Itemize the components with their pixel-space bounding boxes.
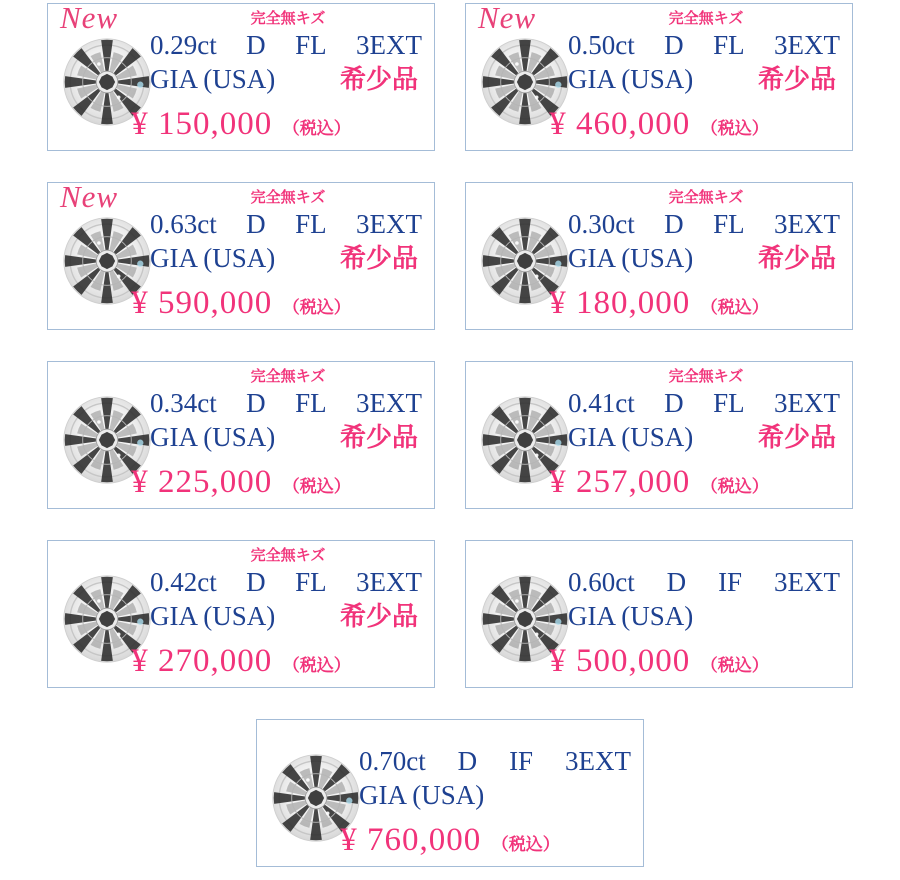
cert-line [150,241,426,275]
color-grade: D [457,746,478,776]
certificate-label: GIA (USA) [568,422,694,452]
cert-line [568,241,844,275]
certificate-label: GIA (USA) [150,601,276,631]
rare-badge: 希少品 [339,243,418,273]
certificate-label: GIA (USA) [150,422,276,452]
clarity-grade: FL [713,30,745,60]
tax-note: （税込） [282,298,351,317]
product-info [150,4,426,96]
cert-line [359,778,635,812]
tax-note: （税込） [700,298,769,317]
new-badge: New [60,179,119,214]
carat-value: 0.63ct [150,209,217,239]
product-info [150,362,426,454]
product-row [0,179,900,330]
new-badge: New [60,0,119,35]
price-value: ¥ 150,000 [131,106,273,142]
rare-badge: 希少品 [757,64,836,94]
cert-line [568,62,844,96]
tax-note: （税込） [282,656,351,675]
certificate-label: GIA (USA) [568,243,694,273]
color-grade: D [664,388,684,418]
price-line [48,285,434,322]
price-line [466,285,852,322]
clarity-grade: IF [718,567,743,597]
flawless-badge: 完全無キズ [668,10,744,27]
price-value: ¥ 225,000 [131,464,273,500]
color-grade: D [246,567,266,597]
product-card[interactable] [47,179,435,330]
color-grade: D [664,30,684,60]
cut-grade: 3EXT [773,567,840,597]
product-card[interactable] [47,540,435,688]
rare-badge: 希少品 [339,64,418,94]
rare-badge: 希少品 [339,422,418,452]
color-grade: D [246,209,266,239]
spec-line [568,208,844,241]
cert-line [150,599,426,633]
carat-value: 0.34ct [150,388,217,418]
product-info [568,4,844,96]
cut-grade: 3EXT [355,567,422,597]
certificate-label: GIA (USA) [359,780,485,810]
product-info [568,183,844,275]
clarity-grade: FL [295,209,327,239]
carat-value: 0.60ct [568,567,635,597]
product-info [150,541,426,633]
flawless-badge: 完全無キズ [250,368,326,385]
product-card[interactable] [465,182,853,330]
carat-value: 0.42ct [150,567,217,597]
rare-badge: 希少品 [339,601,418,631]
flawless-badge: 完全無キズ [668,189,744,206]
cut-grade: 3EXT [355,209,422,239]
tax-note: （税込） [282,119,351,138]
price-line [466,464,852,501]
price-line [48,106,434,143]
spec-line [359,745,635,778]
rare-badge: 希少品 [757,243,836,273]
cert-line [150,62,426,96]
cert-line [150,420,426,454]
product-card[interactable] [465,540,853,688]
product-row [0,0,900,151]
product-row [0,540,900,688]
spec-line [568,29,844,62]
price-value: ¥ 257,000 [549,464,691,500]
tax-note: （税込） [491,835,560,854]
color-grade: D [246,30,266,60]
carat-value: 0.70ct [359,746,426,776]
price-value: ¥ 270,000 [131,643,273,679]
tax-note: （税込） [700,477,769,496]
tax-note: （税込） [700,656,769,675]
tax-note: （税込） [700,119,769,138]
price-line [48,464,434,501]
price-line [466,106,852,143]
spec-line [150,566,426,599]
price-line [48,643,434,680]
cut-grade: 3EXT [773,388,840,418]
spec-line [150,387,426,420]
rare-badge: 希少品 [757,422,836,452]
flawless-badge: 完全無キズ [668,368,744,385]
color-grade: D [246,388,266,418]
cert-line [568,420,844,454]
cert-line [568,599,844,633]
color-grade: D [664,209,684,239]
clarity-grade: FL [713,388,745,418]
flawless-badge [568,545,844,566]
spec-line [150,29,426,62]
price-value: ¥ 760,000 [340,822,482,858]
clarity-grade: IF [509,746,534,776]
product-info [568,362,844,454]
flawless-badge: 完全無キズ [250,547,326,564]
product-info [359,720,635,812]
cut-grade: 3EXT [773,209,840,239]
certificate-label: GIA (USA) [568,64,694,94]
color-grade: D [666,567,687,597]
flawless-badge: 完全無キズ [250,189,326,206]
spec-line [568,566,844,599]
product-card[interactable] [47,361,435,509]
price-line [466,643,852,680]
carat-value: 0.30ct [568,209,635,239]
cut-grade: 3EXT [355,30,422,60]
price-value: ¥ 460,000 [549,106,691,142]
price-value: ¥ 590,000 [131,285,273,321]
flawless-badge [359,724,635,745]
product-info [568,541,844,633]
carat-value: 0.29ct [150,30,217,60]
clarity-grade: FL [295,30,327,60]
new-badge: New [478,0,537,35]
certificate-label: GIA (USA) [568,601,694,631]
product-info [150,183,426,275]
carat-value: 0.41ct [568,388,635,418]
price-line [257,822,643,859]
cut-grade: 3EXT [773,30,840,60]
tax-note: （税込） [282,477,351,496]
price-value: ¥ 500,000 [549,643,691,679]
cut-grade: 3EXT [564,746,631,776]
product-row [0,361,900,509]
product-card[interactable] [465,0,853,151]
clarity-grade: FL [295,567,327,597]
product-card[interactable] [256,719,644,867]
cut-grade: 3EXT [355,388,422,418]
carat-value: 0.50ct [568,30,635,60]
certificate-label: GIA (USA) [150,243,276,273]
price-value: ¥ 180,000 [549,285,691,321]
product-row [0,719,900,867]
flawless-badge: 完全無キズ [250,10,326,27]
product-card[interactable] [465,361,853,509]
clarity-grade: FL [713,209,745,239]
spec-line [568,387,844,420]
certificate-label: GIA (USA) [150,64,276,94]
clarity-grade: FL [295,388,327,418]
spec-line [150,208,426,241]
product-card[interactable] [47,0,435,151]
